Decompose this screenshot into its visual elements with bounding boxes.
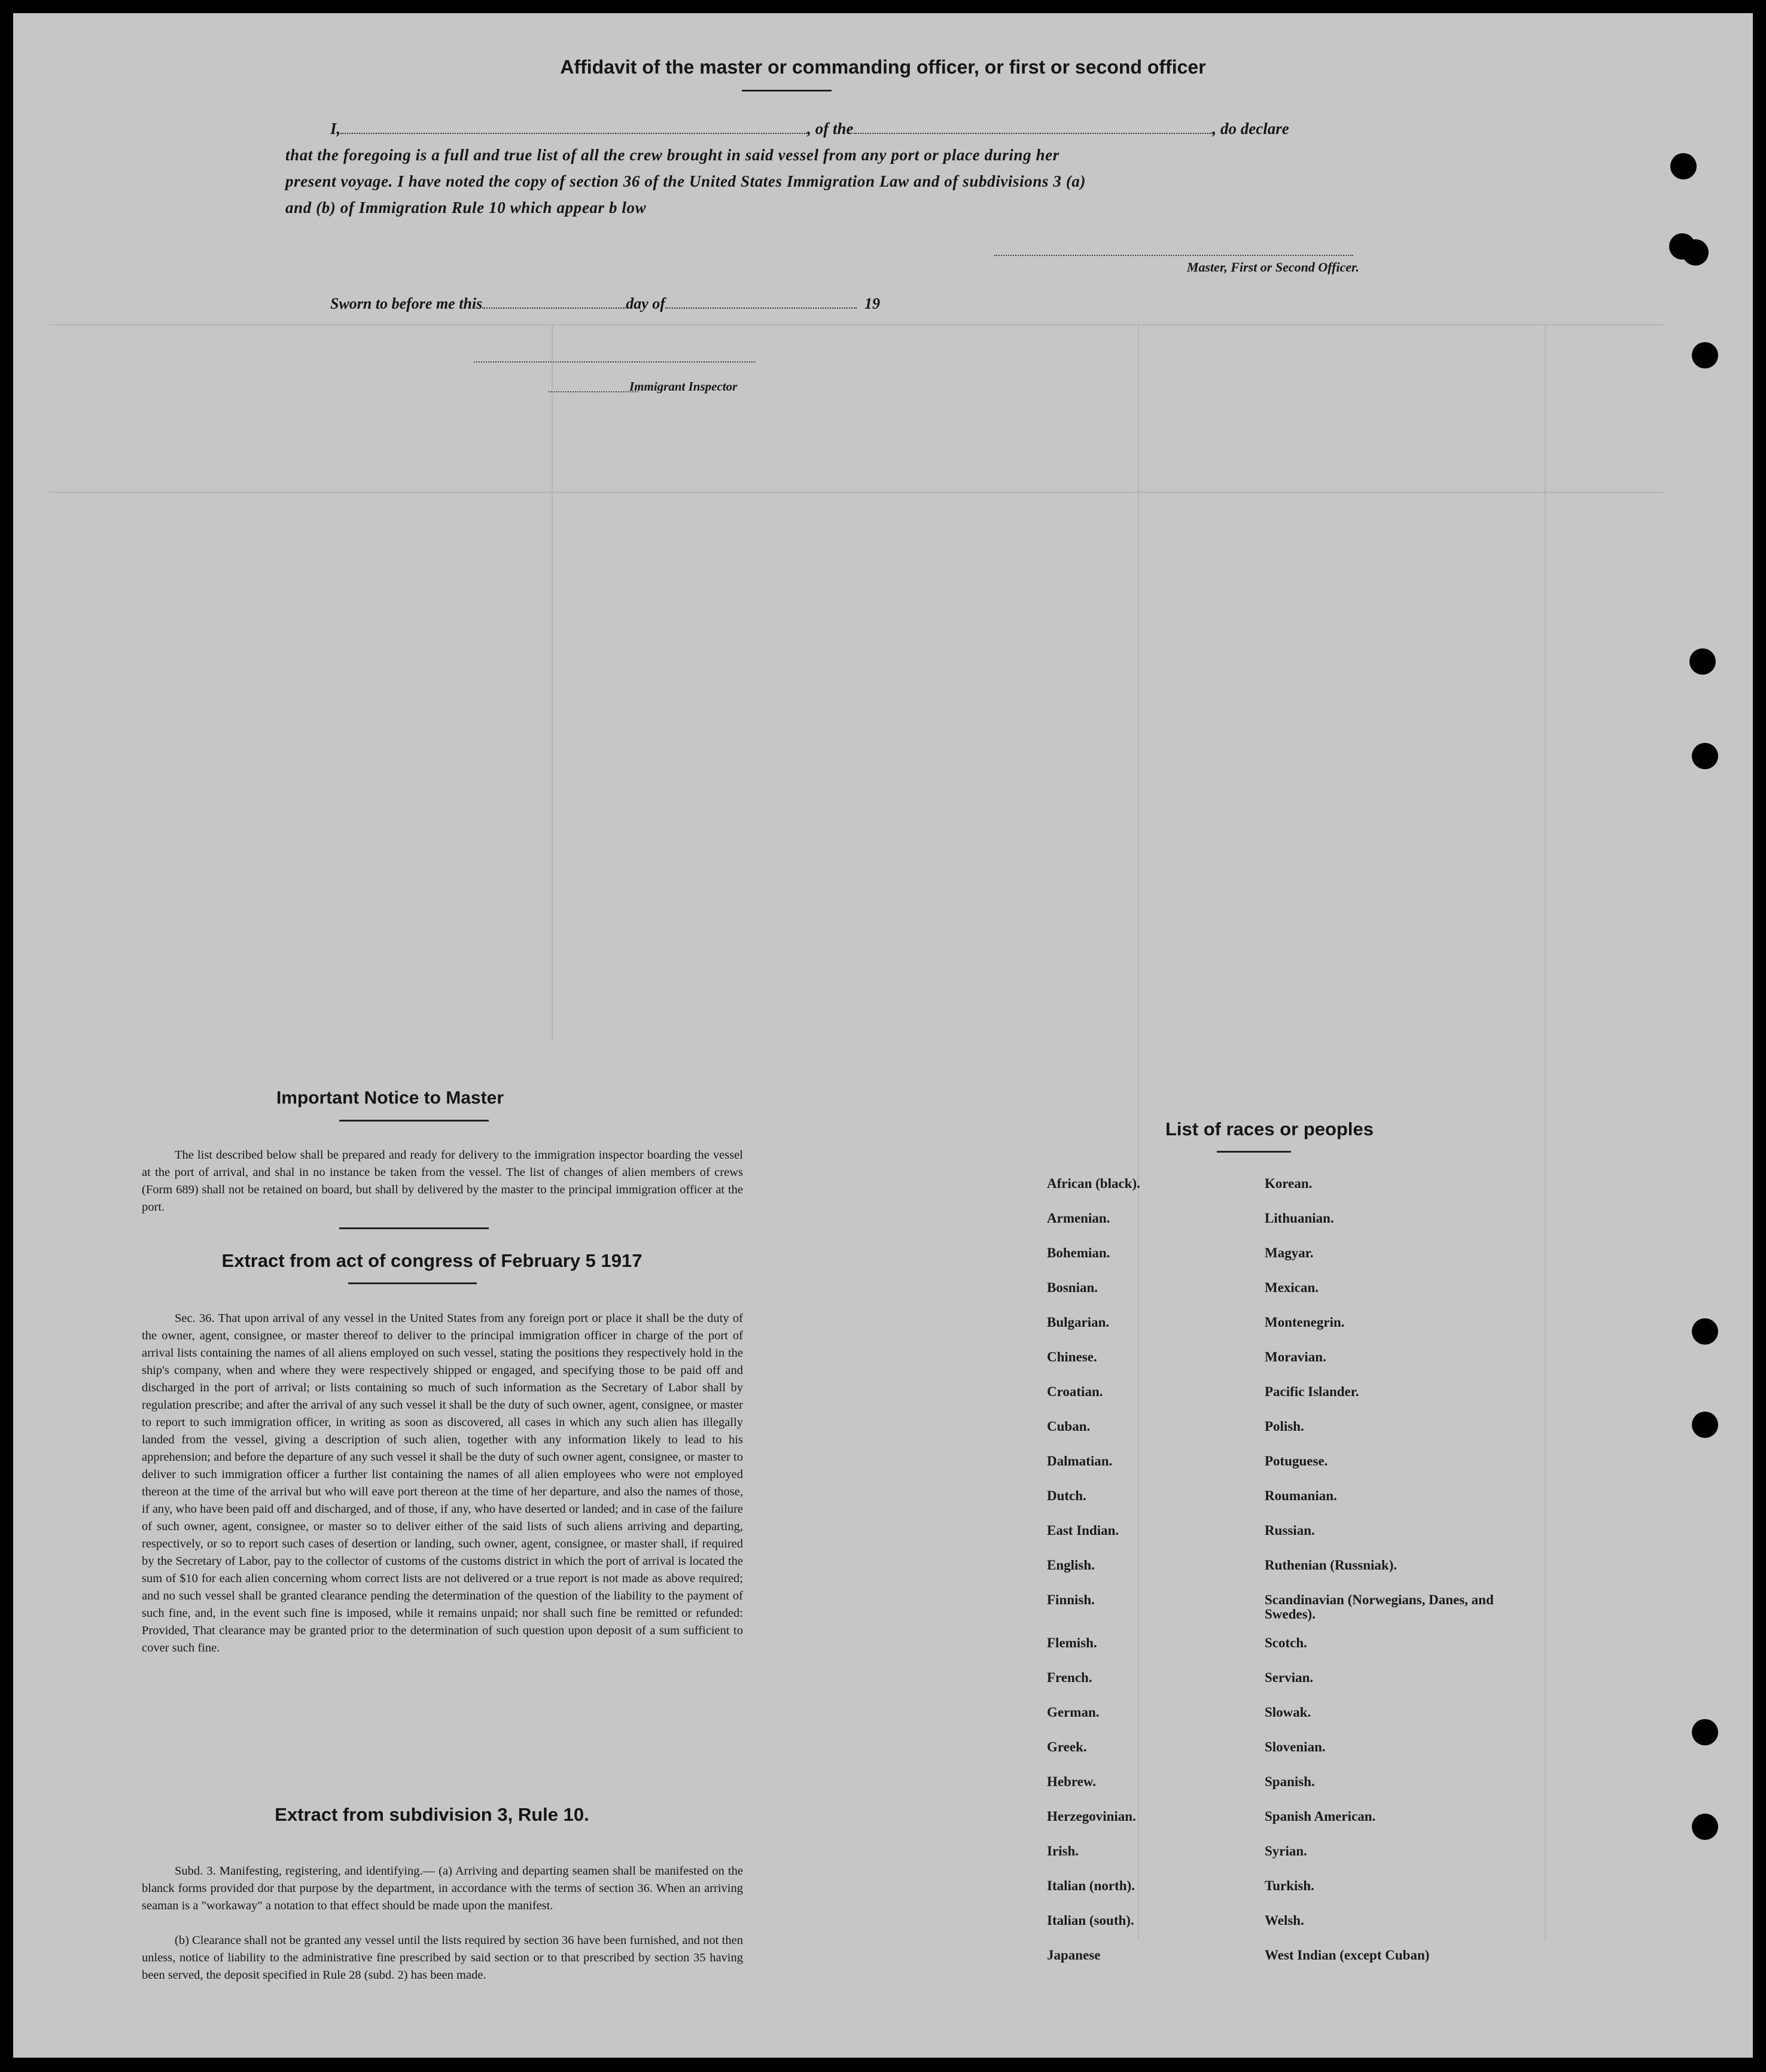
race-item: Pacific Islander. (1265, 1384, 1359, 1399)
race-item: Scandinavian (Norwegians, Danes, and Swedes). (1265, 1592, 1494, 1622)
race-item: Magyar. (1265, 1245, 1314, 1260)
ghost-rule (1545, 324, 1546, 1939)
affidavit-title: Affidavit of the master or commanding officer, or first or second officer (560, 56, 1206, 78)
race-item: East Indian. (1047, 1523, 1119, 1538)
signature-label: Master, First or Second Officer. (1186, 260, 1359, 275)
race-item: Roumanian. (1265, 1488, 1337, 1503)
race-item: Slovenian. (1265, 1739, 1326, 1754)
race-item: Greek. (1047, 1739, 1087, 1754)
race-item: Hebrew. (1047, 1774, 1096, 1789)
race-item: French. (1047, 1670, 1092, 1685)
affidavit-line-4: and (b) of Immigration Rule 10 which appear b low (285, 199, 647, 217)
race-item: Croatian. (1047, 1384, 1103, 1399)
race-item: Italian (north). (1047, 1878, 1135, 1893)
punch-hole (1692, 1814, 1718, 1840)
race-item: Italian (south). (1047, 1913, 1134, 1928)
inspector-label: Immigrant Inspector (629, 379, 738, 394)
punch-hole (1689, 648, 1716, 675)
race-item: Japanese (1047, 1948, 1101, 1963)
race-item: Spanish. (1265, 1774, 1315, 1789)
sworn-day-field[interactable] (482, 294, 626, 309)
race-item: English. (1047, 1558, 1095, 1573)
punch-hole (1692, 1318, 1718, 1345)
race-item: Chinese. (1047, 1349, 1097, 1364)
notice-title: Important Notice to Master (276, 1088, 504, 1108)
extract-act-title-rule (348, 1282, 477, 1284)
sworn-text: Sworn to before me this (330, 295, 483, 312)
race-item: Mexican. (1265, 1280, 1319, 1295)
race-item: Dutch. (1047, 1488, 1086, 1503)
race-item: Slowak. (1265, 1705, 1311, 1720)
ghost-rule (49, 492, 1664, 493)
name-field[interactable] (340, 120, 807, 134)
race-item: Irish. (1047, 1844, 1079, 1858)
race-item: Bohemian. (1047, 1245, 1110, 1260)
race-item: Dalmatian. (1047, 1454, 1113, 1468)
race-item: Turkish. (1265, 1878, 1314, 1893)
race-item: Bulgarian. (1047, 1315, 1110, 1330)
race-item: Servian. (1265, 1670, 1314, 1685)
race-item: Bosnian. (1047, 1280, 1098, 1295)
affidavit-line-3: present voyage. I have noted the copy of section 36 of the United States Immigration Law and of subdivisions 3 (a) (285, 172, 1086, 190)
vessel-field[interactable] (854, 120, 1213, 134)
race-item: Flemish. (1047, 1635, 1097, 1650)
race-item: Lithuanian. (1265, 1211, 1334, 1226)
affidavit-title-rule (742, 90, 832, 92)
race-item: Polish. (1265, 1419, 1304, 1434)
punch-hole (1682, 239, 1709, 266)
race-item: African (black). (1047, 1176, 1140, 1191)
race-item: Korean. (1265, 1176, 1313, 1191)
race-item: Scotch. (1265, 1635, 1307, 1650)
extract-rule-text-a: Subd. 3. Manifesting, registering, and identifying.— (a) Arriving and departing seamen shall be manifested on the blanck forms provided dor that purpose by the department, in accordance with the terms of section 36. When an arriving seaman is a "workaway" a notation to that effect should be made upon the manifest. (142, 1864, 743, 1912)
affidavit-text: , of the (807, 120, 854, 138)
extract-act-title: Extract from act of congress of February 5 1917 (221, 1250, 643, 1271)
race-item: Moravian. (1265, 1349, 1326, 1364)
punch-hole (1670, 153, 1697, 179)
race-item: Cuban. (1047, 1419, 1091, 1434)
notice-title-rule (339, 1120, 489, 1122)
notice-text: The list described below shall be prepared and ready for delivery to the immigration inspector boarding the vessel at the port of arrival, and shal in no instance be taken from the vessel. The list of changes of alien members of crews (Form 689) shall not be retained on board, but shall by delivered by the master to the principal immigration officer at the port. (142, 1148, 743, 1214)
race-item: Welsh. (1265, 1913, 1304, 1928)
affidavit-text: I, (330, 120, 341, 138)
inspector-dots (549, 390, 638, 392)
races-title-rule (1217, 1151, 1291, 1153)
affidavit-line-1 (330, 120, 1377, 138)
race-item: Ruthenian (Russniak). (1265, 1558, 1397, 1573)
ghost-rule (552, 324, 553, 1042)
document-page (13, 13, 1753, 2058)
sworn-text: day of (626, 295, 665, 312)
extract-rule-text-b: (b) Clearance shall not be granted any vessel until the lists required by section 36 have been furnished, and not then unless, notice of liability to the administrative fine prescribed by said section or to that prescribed by section 35 having been served, the deposit specified in Rule 28 (subd. 2) has been made. (142, 1934, 743, 1982)
punch-hole (1692, 743, 1718, 769)
race-item: Herzegovinian. (1047, 1809, 1136, 1824)
race-item: Spanish American. (1265, 1809, 1376, 1824)
affidavit-line-2: that the foregoing is a full and true list of all the crew brought in said vessel from any port or place during her (285, 146, 1059, 164)
race-item: West Indian (except Cuban) (1265, 1948, 1430, 1963)
notice-bottom-rule (339, 1227, 489, 1229)
extract-rule-title: Extract from subdivision 3, Rule 10. (275, 1804, 589, 1825)
race-item: German. (1047, 1705, 1100, 1720)
punch-hole (1692, 342, 1718, 368)
race-item: Syrian. (1265, 1844, 1307, 1858)
sworn-month-field[interactable] (665, 294, 857, 309)
sworn-year-text: 19 (864, 295, 880, 312)
ghost-rule (49, 324, 1664, 325)
signature-line[interactable] (994, 254, 1353, 256)
inspector-signature-line[interactable] (474, 360, 755, 362)
punch-hole (1692, 1719, 1718, 1745)
race-item: Russian. (1265, 1523, 1315, 1538)
race-item: Armenian. (1047, 1211, 1110, 1226)
races-title: List of races or peoples (1165, 1119, 1374, 1139)
affidavit-text: , do declare (1212, 120, 1289, 138)
extract-act-text: Sec. 36. That upon arrival of any vessel in the United States from any foreign port or place it shall be the duty of the owner, agent, consignee, or master thereof to deliver to the principal immigration officer in charge of the port of arrival lists containing the names of all aliens employed on such vessel, stating the positions they respectively hold in the ship's company, when and where they were respectively shipped or engaged, and specifying those to be paid off and discharged in the port of arrival; or lists containing so much of such information as the Secretary of Labor shall by regulation prescribe; and after the arrival of any such vessel it shall be the duty of such owner, agent, consignee, or master to report to such immigration officer, in writing as soon as discovered, all cases in which any such alien has illegally landed from the vessel, giving a description of such alien, together with any information likely to lead to his apprehension; and before the departure of any such vessel it shall be the duty of such owner agent, consignee, or master to deliver to such immigration officer a further list containing the names of all alien employees who were not employed thereon at the time of the arrival but who will eave port thereon at the time of her departure, and also the names of those, if any, who have been paid off and discharged, and of those, if any, who have deserted or landed; and in case of the failure of such owner, agent, consignee, or master so to deliver either of the said lists of such aliens arriving and departing, respectively, or so to report such cases of desertion or landing, such owner, agent, consignee, or master shall, if required by the Secretary of Labor, pay to the collector of customs of the customs district in which the port of arrival is located the sum of $10 for each alien concerning whom correct lists are not delivered or a true report is not made as above required; and no such vessel shall be granted clearance pending the determination of the question of the liability to the payment of such fine, and, in the event such fine is imposed, while it remains unpaid; nor shall such fine be remitted or refunded: Provided, That clearance may be granted prior to the determination of such question upon deposit of a sum sufficient to cover such fine. (142, 1312, 743, 1654)
punch-hole (1692, 1412, 1718, 1438)
sworn-line (330, 294, 1048, 313)
race-item: Montenegrin. (1265, 1315, 1345, 1330)
race-item: Potuguese. (1265, 1454, 1328, 1468)
race-item: Finnish. (1047, 1592, 1095, 1607)
